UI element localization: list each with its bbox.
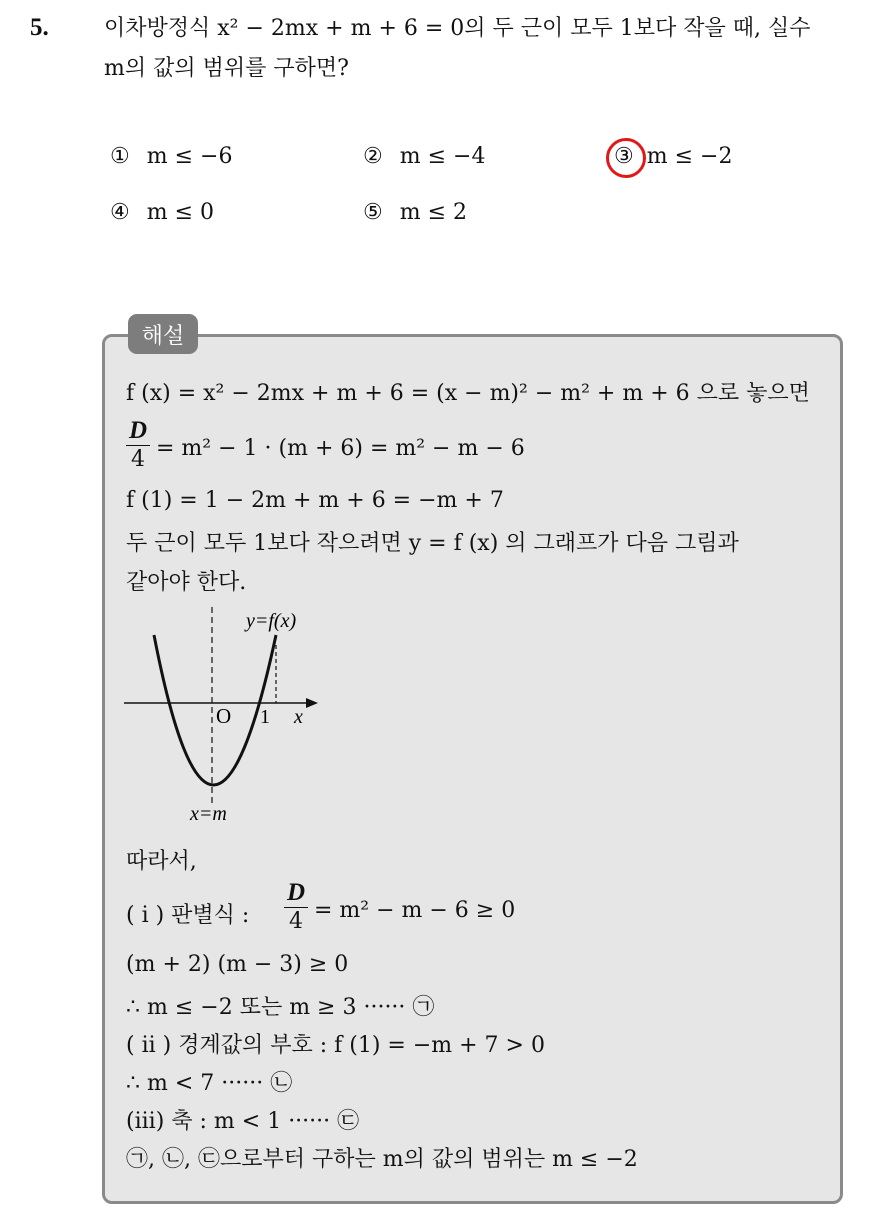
solution-line-4: 두 근이 모두 1보다 작으려면 y = f (x) 의 그래프가 다음 그림과 <box>126 531 739 556</box>
option-5[interactable] <box>363 200 467 225</box>
condition-1-inequality: = m² − m − 6 ≥ 0 <box>314 898 516 923</box>
solution-line-2: = m² − 1 · (m + 6) = m² − m − 6 <box>156 436 525 461</box>
option-text: m ≤ −4 <box>399 144 486 169</box>
parabola-graph <box>120 605 330 830</box>
therefore-text: 따라서, <box>126 849 197 874</box>
option-text: m ≤ 2 <box>399 200 468 225</box>
option-number: ④ <box>110 200 130 225</box>
option-number: ⑤ <box>363 200 383 225</box>
fraction-bar <box>126 445 150 446</box>
axis-label: x=m <box>190 803 227 825</box>
question-text-line1: 이차방정식 x² − 2mx + m + 6 = 0의 두 근이 모두 1보다 작을 때, 실수 <box>104 16 811 41</box>
condition-1-result: ∴ m ≤ −2 또는 m ≥ 3 ······ ㉠ <box>126 995 435 1020</box>
fraction-numerator: D <box>286 879 306 906</box>
x-axis-arrow <box>306 698 318 708</box>
parabola-curve <box>154 635 276 785</box>
solution-tag: 해설 <box>128 314 198 354</box>
curve-label: y=f(x) <box>246 610 297 632</box>
option-number: ③ <box>614 144 634 169</box>
option-text: m ≤ 0 <box>146 200 215 225</box>
fraction-numerator: D <box>128 417 148 444</box>
question-text-line2: m의 값의 범위를 구하면? <box>104 56 349 81</box>
solution-line-1: f (x) = x² − 2mx + m + 6 = (x − m)² − m² + m + 6 으로 놓으면 <box>126 381 810 406</box>
option-text: m ≤ −6 <box>146 144 233 169</box>
condition-1-prefix: ( i ) 판별식 : <box>126 903 250 928</box>
condition-2-result: ∴ m < 7 ······ ㉡ <box>126 1071 293 1096</box>
option-4[interactable] <box>110 200 214 225</box>
condition-3: (iii) 축 : m < 1 ······ ㉢ <box>126 1109 360 1134</box>
fraction-d-over-4-cond1 <box>284 880 308 935</box>
option-number: ② <box>363 144 383 169</box>
selected-answer-circle <box>606 138 646 178</box>
question-number: 5. <box>30 14 49 41</box>
option-2[interactable] <box>363 144 485 169</box>
conclusion: ㉠, ㉡, ㉢으로부터 구하는 m의 값의 범위는 m ≤ −2 <box>126 1147 638 1172</box>
option-number: ① <box>110 144 130 169</box>
origin-label: O <box>216 704 232 728</box>
option-1[interactable] <box>110 144 232 169</box>
fraction-denominator: 4 <box>289 909 303 934</box>
fraction-bar <box>284 907 308 908</box>
x-one-label: 1 <box>260 706 270 728</box>
solution-line-5: 같아야 한다. <box>126 570 247 595</box>
condition-1-factored: (m + 2) (m − 3) ≥ 0 <box>126 952 349 977</box>
x-axis-label: x <box>294 706 303 728</box>
option-text: m ≤ −2 <box>646 144 733 169</box>
condition-2: ( ii ) 경계값의 부호 : f (1) = −m + 7 > 0 <box>126 1033 545 1058</box>
fraction-denominator: 4 <box>131 447 145 472</box>
solution-line-3: f (1) = 1 − 2m + m + 6 = −m + 7 <box>126 488 504 513</box>
fraction-d-over-4 <box>126 418 150 473</box>
